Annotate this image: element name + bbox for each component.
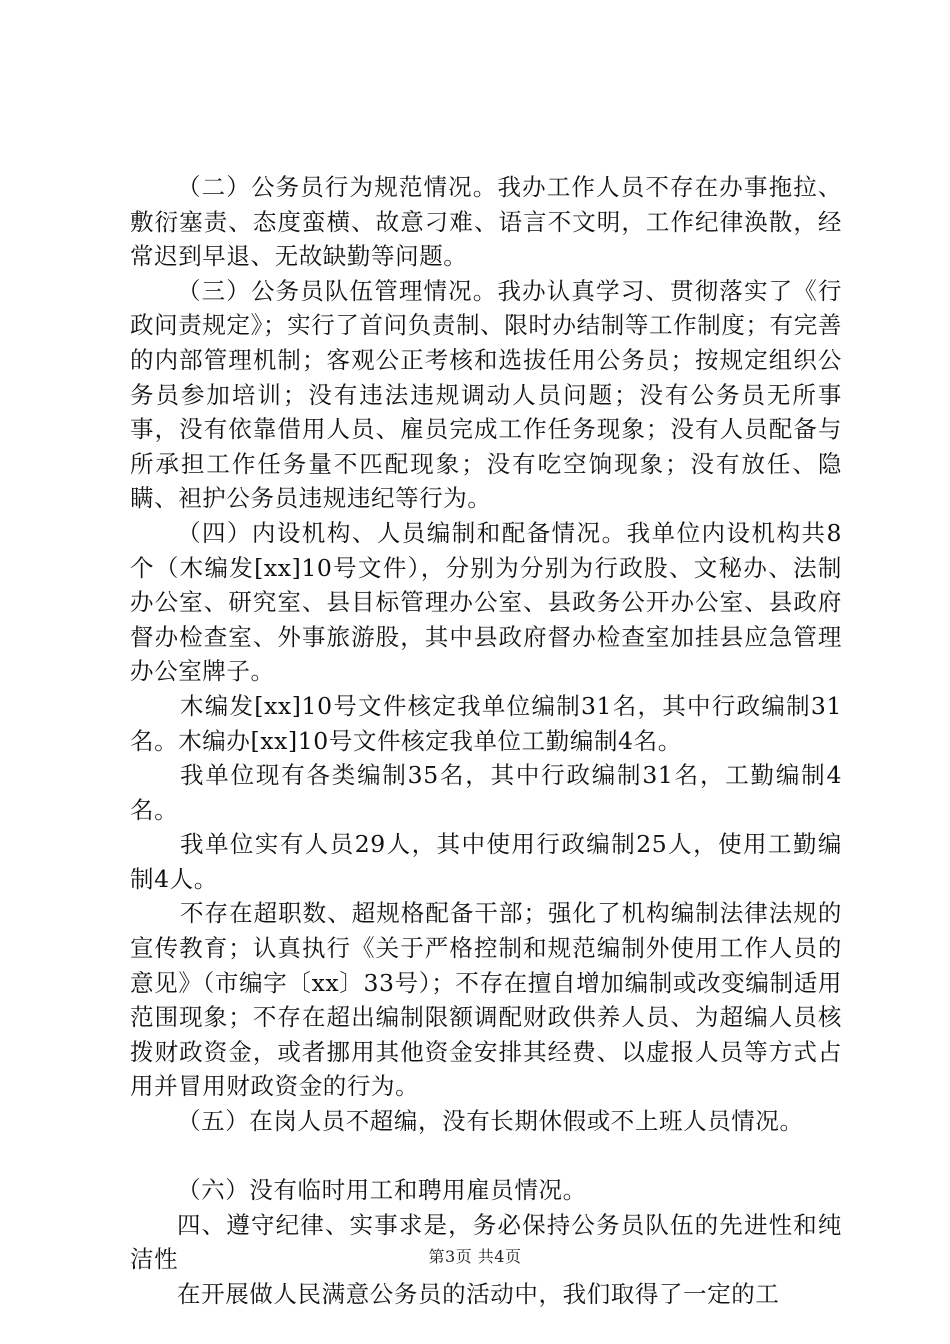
paragraph-no-overstaffing: （五）在岗人员不超编，没有长期休假或不上班人员情况。 [177,1107,804,1136]
paragraph-internal-organization: （四）内设机构、人员编制和配备情况。我单位内设机构共8个（木编发[xx]10号文件），分别为分别为行政股、文秘办、法制办公室、研究室、县目标管理办公室、县政务公开办公室、县政府督办检查室、外事旅游股，其中县政府督办检查室加挂县应急管理办公室牌子。 [130,518,842,686]
paragraph-spacer [130,1139,842,1174]
document-body [130,170,842,1312]
paragraph-behavior-norms: （二）公务员行为规范情况。我办工作人员不存在办事拖拉、敷衍塞责、态度蛮横、故意刁难、语言不文明，工作纪律涣散，经常迟到早退、无故缺勤等问题。 [130,173,842,271]
section-heading-discipline: 四、遵守纪律、实事求是，务必保持公务员队伍的先进性和纯洁性 [130,1210,842,1274]
paragraph-activity-results: 在开展做人民满意公务员的活动中，我们取得了一定的工 [177,1280,780,1308]
paragraph-compliance: 不存在超职数、超规格配备干部；强化了机构编制法律法规的宣传教育；认真执行《关于严格控制和规范编制外使用工作人员的意见》（市编字〔xx〕33号）；不存在擅自增加编制或改变编制适用范围现象；不存在超出编制限额调配财政供养人员、为超编人员核拨财政资金，或者挪用其他资金安排其经费、以虚报人员等方式占用并冒用财政资金的行为。 [130,899,842,1101]
paragraph-no-temporary-workers: （六）没有临时用工和聘用雇员情况。 [177,1176,587,1205]
page-footer: 第3页 共4页 [428,1247,522,1266]
paragraph-approved-staffing: 木编发[xx]10号文件核定我单位编制31名，其中行政编制31名。木编办[xx]10号文件核定我单位工勤编制4名。 [130,691,842,755]
paragraph-actual-personnel: 我单位实有人员29人，其中使用行政编制25人，使用工勤编制4人。 [130,830,842,893]
paragraph-current-staffing: 我单位现有各类编制35名，其中行政编制31名，工勤编制4名。 [130,761,842,824]
paragraph-team-management: （三）公务员队伍管理情况。我办认真学习、贯彻落实了《行政问责规定》；实行了首问负责制、限时办结制等工作制度；有完善的内部管理机制；客观公正考核和选拔任用公务员；按规定组织公务员参加培训；没有违法违规调动人员问题；没有公务员无所事事，没有依靠借用人员、雇员完成工作任务现象；没有人员配备与所承担工作任务量不匹配现象；没有吃空饷现象；没有放任、隐瞒、袒护公务员违规违纪等行为。 [130,276,842,513]
